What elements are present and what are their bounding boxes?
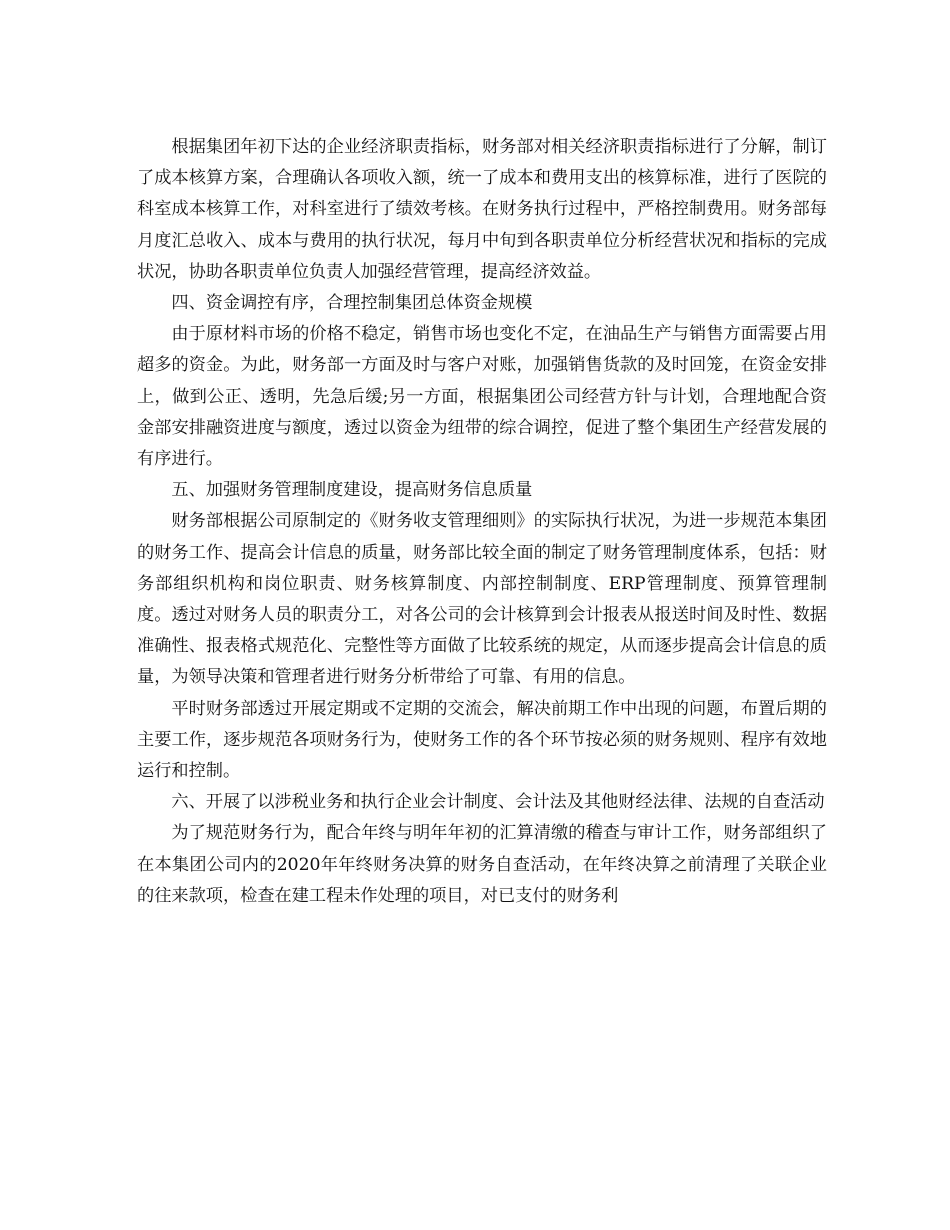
paragraph-exchange-meetings: 平时财务部透过开展定期或不定期的交流会，解决前期工作中出现的问题，布置后期的主要工作，逐步规范各项财务行为，使财务工作的各个环节按必须的财务规则、程序有效地运行和控制。 bbox=[137, 698, 827, 782]
section-heading-fund-control: 四、资金调控有序，合理控制集团总体资金规模 bbox=[171, 293, 533, 314]
section-heading-self-inspection: 六、开展了以涉税业务和执行企业会计制度、会计法及其他财经法律、法规的自查活动 bbox=[171, 792, 825, 813]
paragraph-fund-control: 由于原材料市场的价格不稳定，销售市场也变化不定，在油品生产与销售方面需要占用超多的资金。为此，财务部一方面及时与客户对账，加强销售货款的及时回笼，在资金安排上，做到公正、透明，先急后缓;另一方面，根据集团公司经营方针与计划，合理地配合资金部安排融资进度与额度，透过以资金为纽带的综合调控，促进了整个集团生产经营发展的有序进行。 bbox=[137, 324, 827, 470]
paragraph-cost-accounting: 根据集团年初下达的企业经济职责指标，财务部对相关经济职责指标进行了分解，制订了成本核算方案，合理确认各项收入额，统一了成本和费用支出的核算标准，进行了医院的科室成本核算工作，对科室进行了绩效考核。在财务执行过程中，严格控制费用。财务部每月度汇总收入、成本与费用的执行状况，每月中旬到各职责单位分析经营状况和指标的完成状况，协助各职责单位负责人加强经营管理，提高经济效益。 bbox=[137, 137, 827, 282]
paragraph-self-inspection: 为了规范财务行为，配合年终与明年年初的汇算清缴的稽查与审计工作，财务部组织了在本集团公司内的2020年年终财务决算的财务自查活动，在年终决算之前清理了关联企业的往来款项，检查在建工程未作处理的项目，对已支付的财务利 bbox=[137, 823, 827, 906]
section-heading-management-system: 五、加强财务管理制度建设，提高财务信息质量 bbox=[171, 480, 533, 501]
paragraph-management-system: 财务部根据公司原制定的《财务收支管理细则》的实际执行状况，为进一步规范本集团的财务工作、提高会计信息的质量，财务部比较全面的制定了财务管理制度体系，包括：财务部组织机构和岗位职责、财务核算制度、内部控制制度、ERP管理制度、预算管理制度。透过对财务人员的职责分工，对各公司的会计核算到会计报表从报送时间及时性、数据准确性、报表格式规范化、完整性等方面做了比较系统的规定，从而逐步提高会计信息的质量，为领导决策和管理者进行财务分析带给了可靠、有用的信息。 bbox=[137, 511, 827, 688]
document-body bbox=[137, 132, 827, 912]
